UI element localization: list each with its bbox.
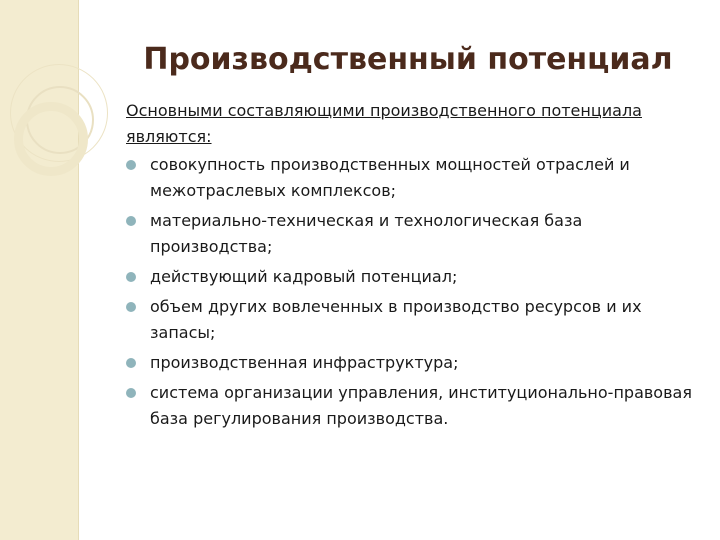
bullet-dot-icon [126, 388, 136, 398]
bullet-dot-icon [126, 216, 136, 226]
slide-content [126, 98, 696, 436]
bullet-dot-icon [126, 272, 136, 282]
list-item [126, 350, 696, 376]
bullet-dot-icon [126, 160, 136, 170]
list-item [126, 152, 696, 204]
slide-title: Производственный потенциал [143, 42, 673, 77]
list-item-text: действующий кадровый потенциал; [150, 267, 458, 286]
list-item [126, 294, 696, 346]
decorative-side-panel [0, 0, 79, 540]
list-item-text: система организации управления, институционально-правовая база регулирования производства. [150, 383, 692, 428]
list-item-text: объем других вовлеченных в производство ресурсов и их запасы; [150, 297, 642, 342]
list-item [126, 264, 696, 290]
list-item [126, 208, 696, 260]
list-item [126, 380, 696, 432]
list-item-text: совокупность производственных мощностей отраслей и межотраслевых комплексов; [150, 155, 630, 200]
bullet-dot-icon [126, 358, 136, 368]
lead-text: Основными составляющими производственного потенциала являются: [126, 101, 642, 146]
bullet-list [126, 152, 696, 432]
list-item-text: производственная инфраструктура; [150, 353, 459, 372]
bullet-dot-icon [126, 302, 136, 312]
list-item-text: материально-техническая и технологическая база производства; [150, 211, 583, 256]
decorative-ring [14, 102, 88, 176]
